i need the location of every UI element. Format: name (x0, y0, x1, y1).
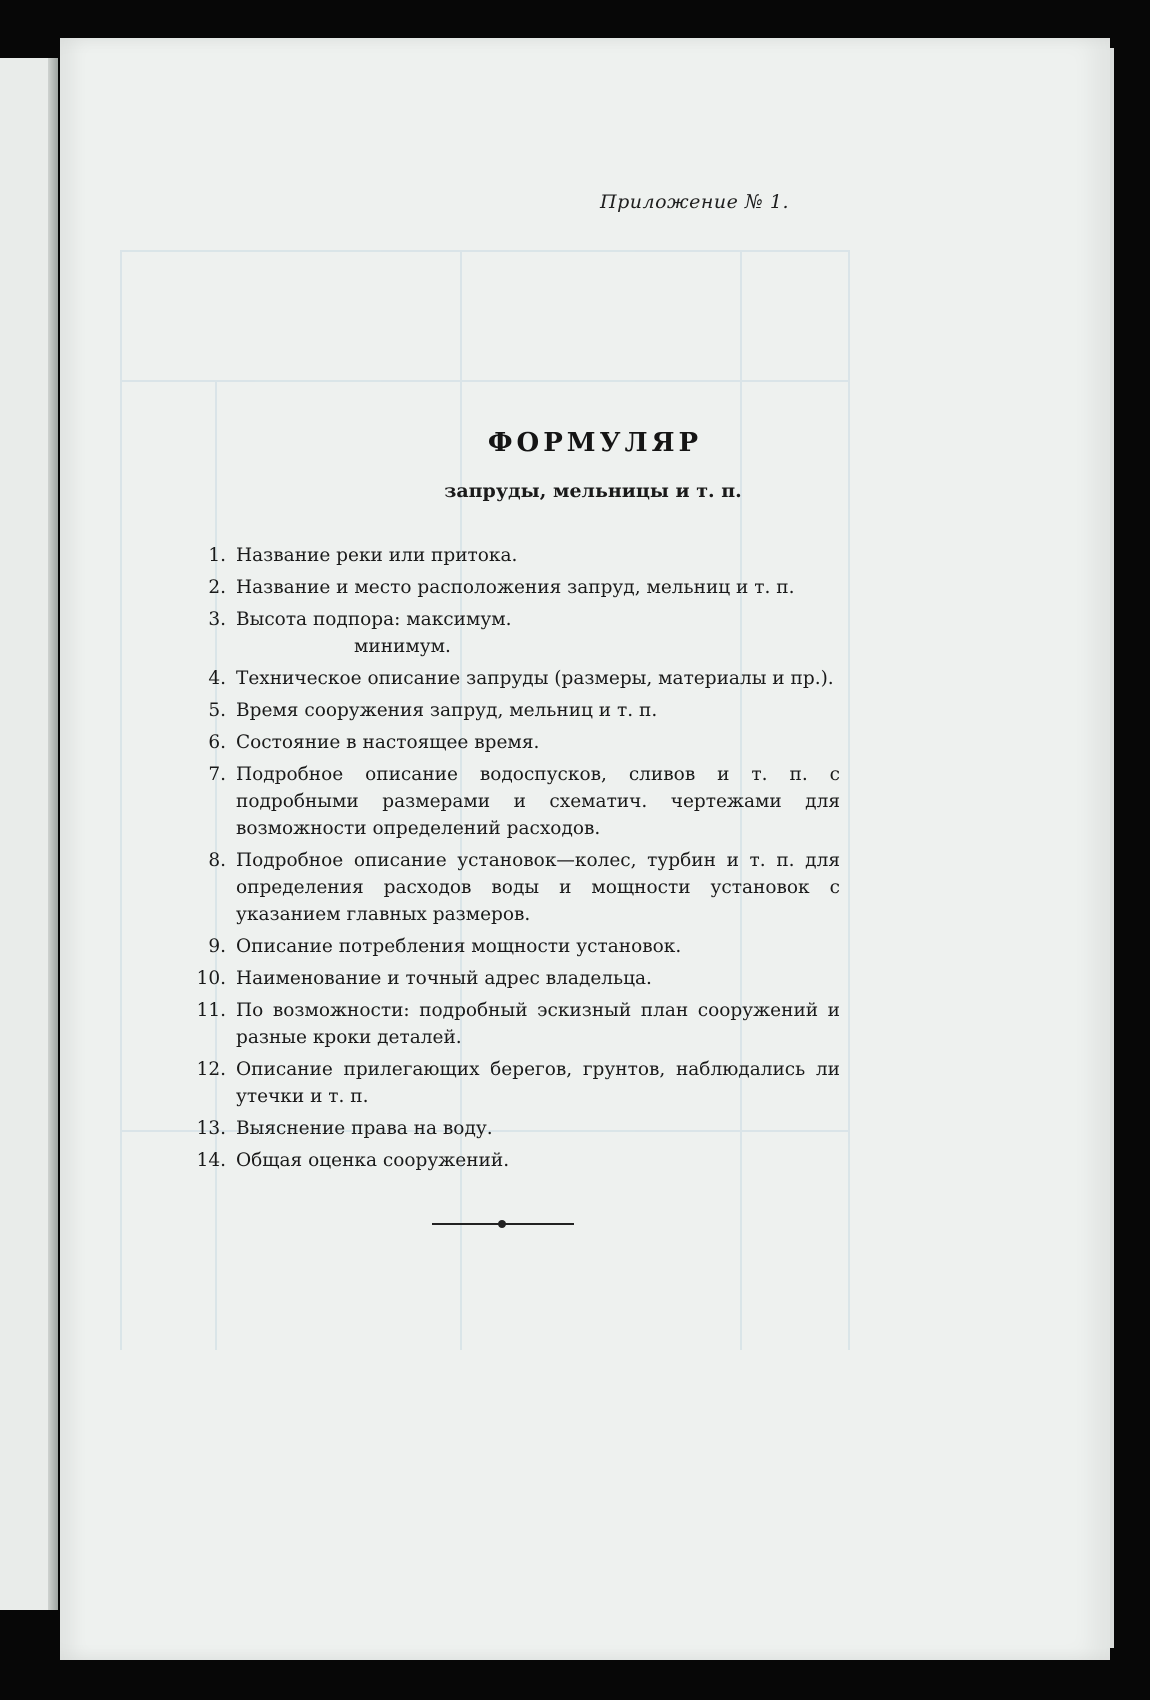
item-number: 8. (208, 850, 226, 871)
facing-page (0, 58, 52, 1610)
appendix-label: Приложение № 1. (600, 191, 790, 213)
book-spine (48, 58, 58, 1610)
item-text: Название и место расположения запруд, мельниц и т. п. (236, 577, 795, 598)
item-number: 4. (208, 668, 226, 689)
list-item (190, 1147, 840, 1174)
divider-dot (498, 1220, 506, 1228)
item-text: Высота подпора: максимум. (236, 609, 512, 630)
list-item (190, 1115, 840, 1142)
item-text: Описание потребления мощности установок. (236, 936, 682, 957)
list-item (190, 1056, 840, 1110)
item-text: Выяснение права на воду. (236, 1118, 493, 1139)
list-item (190, 697, 840, 724)
item-number: 14. (196, 1150, 226, 1171)
item-text: Техническое описание запруды (размеры, материалы и пр.). (236, 668, 834, 689)
page-subtitle: запруды, мельницы и т. п. (444, 480, 742, 502)
item-number: 5. (208, 700, 226, 721)
item-text: Подробное описание установок—колес, турбин и т. п. для определения расходов воды и мощности установок с указанием главных размеров. (236, 850, 840, 925)
item-text: Общая оценка сооружений. (236, 1150, 510, 1171)
item-text: Описание прилегающих берегов, грунтов, наблюдались ли утечки и т. п. (236, 1059, 840, 1107)
list-item (190, 574, 840, 601)
item-text: Наименование и точный адрес владельца. (236, 968, 652, 989)
item-text: Состояние в настоящее время. (236, 732, 540, 753)
form-items-list (190, 542, 840, 1179)
item-text: Подробное описание водоспусков, сливов и т. п. с подробными размерами и схематич. чертежами для возможности определений расходов. (236, 764, 840, 839)
list-item (190, 729, 840, 756)
page-title: ФОРМУЛЯР (487, 428, 703, 458)
item-subtext: минимум. (354, 636, 451, 657)
list-item (190, 761, 840, 842)
item-number: 10. (196, 968, 226, 989)
item-text: Время сооружения запруд, мельниц и т. п. (236, 700, 658, 721)
item-number: 2. (208, 577, 226, 598)
item-text: Название реки или притока. (236, 545, 518, 566)
list-item (190, 606, 840, 660)
item-number: 12. (196, 1059, 226, 1080)
ornamental-divider (432, 1223, 574, 1225)
list-item (190, 997, 840, 1051)
list-item (190, 542, 840, 569)
item-number: 6. (208, 732, 226, 753)
list-item (190, 847, 840, 928)
item-number: 3. (208, 609, 226, 630)
item-number: 13. (196, 1118, 226, 1139)
item-text: По возможности: подробный эскизный план сооружений и разные кроки деталей. (236, 1000, 840, 1048)
item-number: 7. (208, 764, 226, 785)
item-number: 1. (208, 545, 226, 566)
list-item (190, 665, 840, 692)
item-number: 11. (196, 1000, 226, 1021)
list-item (190, 933, 840, 960)
list-item (190, 965, 840, 992)
item-number: 9. (208, 936, 226, 957)
